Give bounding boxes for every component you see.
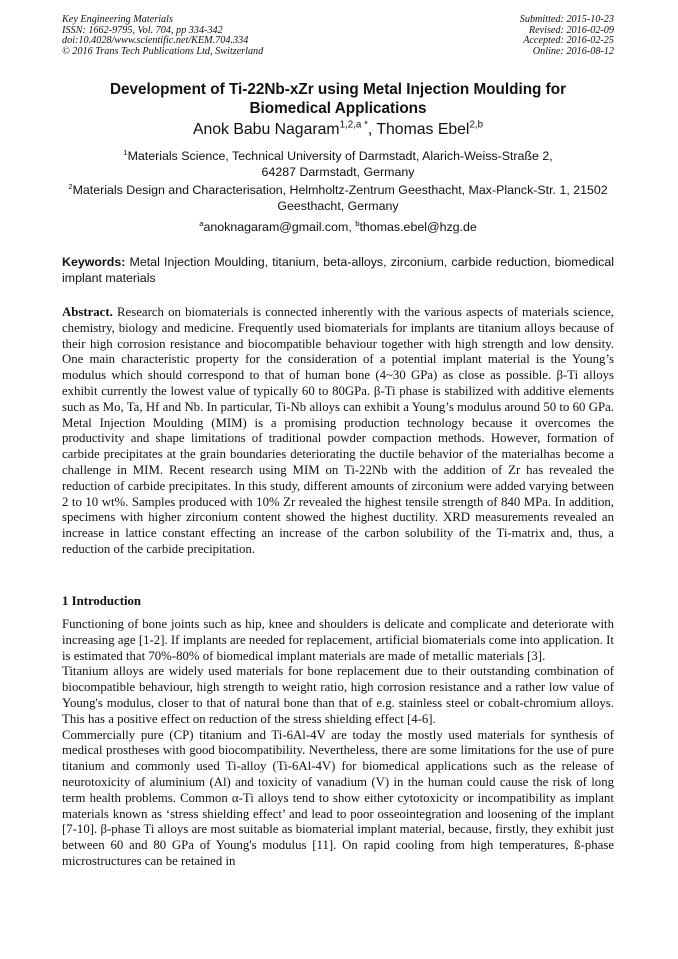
affiliation-line: Materials Science, Technical University of Darmstadt, Alarich-Weiss-Straße 2, [127, 149, 553, 163]
affiliation-1 [62, 149, 614, 180]
email-link[interactable]: anoknagaram@gmail.com [203, 220, 349, 234]
issn-info: ISSN: 1662-9795, Vol. 704, pp 334-342 [62, 24, 223, 36]
affiliation-marker: 1 [123, 147, 128, 157]
affiliation-line: Geesthacht, Germany [277, 198, 399, 213]
author-name: Anok Babu Nagaram [192, 121, 340, 138]
accepted-date: Accepted: 2016-02-25 [523, 35, 614, 47]
title-line-2: Biomedical Applications [249, 99, 427, 117]
doi-info: doi:10.4028/www.scientific.net/KEM.704.334 [62, 35, 249, 47]
author-separator: , [367, 121, 377, 138]
keywords-text: Metal Injection Moulding, titanium, beta-alloys, zirconium, carbide reduction, biomedical implant materials [62, 255, 614, 285]
title-line-1: Development of Ti-22Nb-xZr using Metal Injection Moulding for [109, 81, 567, 98]
author-emails [62, 220, 614, 235]
copyright-info: © 2016 Trans Tech Publications Ltd, Switzerland [62, 45, 264, 57]
affiliation-line: 64287 Darmstadt, Germany [261, 164, 415, 179]
affiliation-2 [62, 183, 614, 214]
abstract-label: Abstract. [62, 305, 113, 319]
submitted-date: Submitted: 2015-10-23 [519, 14, 614, 25]
keywords-paragraph [62, 255, 614, 286]
keywords-label: Keywords: [62, 255, 126, 269]
abstract-text: Research on biomaterials is connected inherently with the various aspects of materials science, chemistry, biology and medicine. Frequently used biomaterials for implants are titanium alloys because of their high corrosion resistance and biocompatible behaviour together with high strength and low density. One main characteristic property for the consideration of a potential implant material is the Young’s modulus which should correspond to that of human bone (4~30 GPa) as close as possible. β-Ti alloys exhibit currently the lowest value of typically 60 to 80GPa. β-Ti phase is stabilized with additive elements such as Mo, Ta, Hf and Nb. In particular, Ti-Nb alloys can exhibit a Young’s modulus around 50 to 60 GPa. Metal Injection Moulding (MIM) is a promising production technology because it overcomes the productivity and shape limitations of traditional powder compaction methods. However, formation of carbide precipitates at the grain boundaries deteriorating the ductile behavior of the materialhas become a challenge in MIM. Recent research using MIM on Ti-22Nb with the addition of Zr has revealed the reduction of carbide precipitates. In this study, different amounts of zirconium were added varying between 2 to 10 wt%. Samples produced with 10% Zr revealed the highest tensile strength of 840 MPa. In addition, specimens with higher zirconium content showed the highest ductility. XRD measurements revealed an increase in lattice constant effecting an increase of the carbon solubility of the Ti-matrix and, thus, a reduction of the carbide precipitation. [62, 305, 614, 556]
journal-name: Key Engineering Materials [62, 14, 173, 25]
body-paragraph: Titanium alloys are widely used materials for bone replacement due to their outstanding combination of biocompatible behaviour, high strength to weight ratio, high corrosion resistance and a rather low value of Young's modulus, closer to that of natural bone than that of e.g. stainless steel or cobalt-chromium alloys. This has a positive effect on reduction of the stress shielding effect [4-6]. [62, 664, 614, 726]
introduction-body [62, 617, 614, 870]
email-marker: b [355, 218, 360, 228]
body-paragraph: Functioning of bone joints such as hip, knee and shoulders is delicate and complicate and deteriorate with increasing age [1-2]. If implants are needed for replacement, artificial biomaterials come into application. It is estimated that 70%-80% of biomedical implant materials are made of metallic materials [3]. [62, 617, 614, 663]
author-list [62, 120, 614, 140]
affiliation-marker: 2 [68, 181, 73, 191]
journal-info [62, 15, 263, 57]
author-name: Thomas Ebel [376, 121, 470, 138]
online-date: Online: 2016-08-12 [532, 45, 614, 57]
abstract-paragraph [62, 305, 614, 558]
revised-date: Revised: 2016-02-09 [528, 24, 614, 36]
paper-title [62, 81, 614, 118]
affiliation-line: Materials Design and Characterisation, Helmholtz-Zentrum Geesthacht, Max-Planck-Str. 1, 21502 [72, 183, 608, 197]
email-link[interactable]: thomas.ebel@hzg.de [359, 220, 477, 234]
section-heading: 1 Introduction [62, 594, 142, 608]
author-superscript: 1,2,a * [339, 119, 368, 131]
dates-info [520, 15, 614, 57]
email-separator: , [348, 220, 356, 234]
body-paragraph: Commercially pure (CP) titanium and Ti-6Al-4V are today the mostly used materials for synthesis of medical prostheses with good biocompatibility. Nevertheless, there are some limitations for the use of pure titanium and commonly used Ti-alloy (Ti-6Al-4V) for biomedical applications such as the release of neurotoxicity of aluminium (Al) and toxicity of vanadium (V) in the human could cause the risk of long term health problems. Common α-Ti alloys tend to show either cytotoxicity or incompatibility as implant materials known as ‘stress shielding effect’ and lead to poor osseointegration and loosening of the implant [7-10]. β-phase Ti alloys are most suitable as biomaterial implant material, because, firstly, they exhibit just between 60 and 80 GPa of Young's modulus [11]. On rapid cooling from high temperatures, ß-phase microstructures can be retained in [62, 727, 614, 868]
author-superscript: 2,b [469, 119, 484, 131]
email-marker: a [199, 218, 204, 228]
